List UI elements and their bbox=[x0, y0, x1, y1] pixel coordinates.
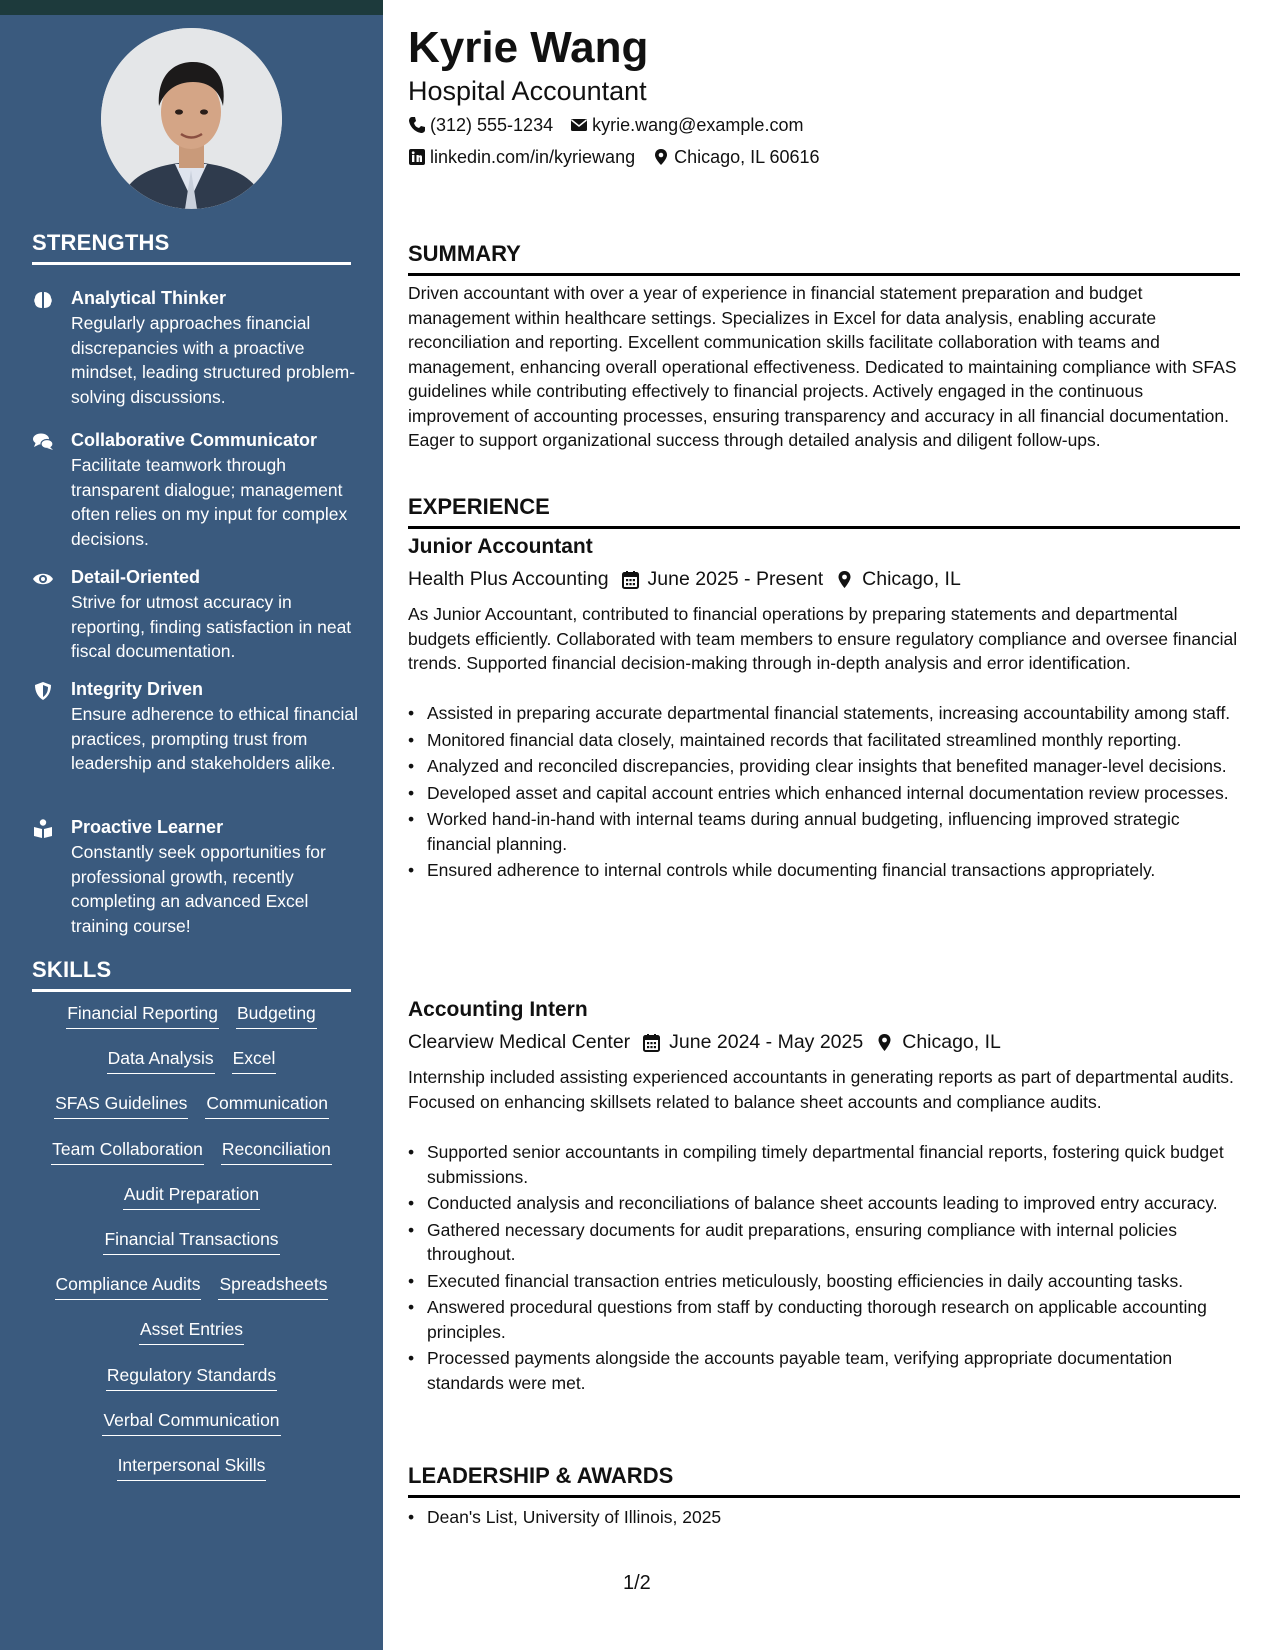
linkedin-url: linkedin.com/in/kyriewang bbox=[430, 147, 636, 167]
strength-title: Proactive Learner bbox=[71, 817, 224, 837]
skill-tag: Financial Reporting bbox=[66, 1002, 219, 1029]
list-item: • Answered procedural questions from staff by conducting thorough research on applicable accounting principles. bbox=[408, 1295, 1240, 1344]
skill-row bbox=[32, 1002, 351, 1047]
skill-tag: SFAS Guidelines bbox=[54, 1092, 188, 1119]
job-role: Accounting Intern bbox=[408, 998, 588, 1021]
list-item: • Conducted analysis and reconciliations of balance sheet accounts leading to improved entry accuracy. bbox=[408, 1191, 1240, 1216]
summary-heading: SUMMARY bbox=[408, 240, 1240, 276]
linkedin-icon bbox=[408, 148, 426, 166]
candidate-name: Kyrie Wang bbox=[408, 23, 649, 72]
skill-tag: Financial Transactions bbox=[103, 1228, 279, 1255]
job-role: Junior Accountant bbox=[408, 535, 593, 558]
phone-icon bbox=[408, 116, 426, 134]
skill-tag: Budgeting bbox=[236, 1002, 317, 1029]
list-item: • Ensured adherence to internal controls while documenting financial transactions appropriately. bbox=[408, 858, 1240, 883]
skill-tag: Verbal Communication bbox=[102, 1409, 280, 1436]
list-item: • Dean's List, University of Illinois, 2025 bbox=[408, 1505, 1240, 1530]
strength-description: Facilitate teamwork through transparent dialogue; management often relies on my input for complex decisions. bbox=[71, 455, 348, 549]
experience-heading: EXPERIENCE bbox=[408, 493, 1240, 529]
job-description: As Junior Accountant, contributed to financial operations by preparing statements and departmental budgets efficiently. Collaborated with team members to ensure regulatory compliance and oversee financial trends. Supported financial decision-making through in-depth analysis and error identification. bbox=[408, 604, 1238, 673]
job-company: Health Plus Accounting bbox=[408, 568, 609, 590]
sidebar-top-bar bbox=[0, 0, 383, 15]
strength-description: Strive for utmost accuracy in reporting, finding satisfaction in neat fiscal documentation. bbox=[71, 592, 352, 661]
job-dates: June 2024 - May 2025 bbox=[669, 1031, 864, 1053]
sidebar bbox=[0, 0, 383, 1650]
skill-tag: Interpersonal Skills bbox=[117, 1454, 267, 1481]
profile-photo bbox=[101, 28, 282, 209]
skill-row bbox=[32, 1273, 351, 1318]
list-item: • Gathered necessary documents for audit preparations, ensuring compliance with internal policies throughout. bbox=[408, 1218, 1240, 1267]
job-company: Clearview Medical Center bbox=[408, 1031, 631, 1053]
skill-tag: Asset Entries bbox=[139, 1318, 244, 1345]
contact-row bbox=[408, 113, 803, 137]
skill-tag: Communication bbox=[205, 1092, 329, 1119]
map-marker-icon bbox=[875, 1033, 894, 1052]
strength-title: Integrity Driven bbox=[71, 679, 204, 699]
list-item: • Supported senior accountants in compiling timely departmental financial reports, fostering quick budget submissions. bbox=[408, 1140, 1240, 1189]
list-item: • Assisted in preparing accurate departmental financial statements, increasing accountability among staff. bbox=[408, 701, 1240, 726]
job-meta bbox=[408, 566, 961, 592]
list-item: • Worked hand-in-hand with internal teams during annual budgeting, influencing improved strategic financial planning. bbox=[408, 807, 1240, 856]
calendar-icon bbox=[642, 1033, 661, 1052]
skill-row bbox=[32, 1183, 351, 1228]
skill-tag: Audit Preparation bbox=[123, 1183, 260, 1210]
list-item: • Monitored financial data closely, maintained records that facilitated streamlined monthly reporting. bbox=[408, 728, 1240, 753]
email-address: kyrie.wang@example.com bbox=[592, 115, 804, 135]
job-bullets bbox=[408, 1140, 1240, 1397]
job-description: Internship included assisting experienced accountants in generating reports as part of departmental audits. Focused on enhancing skillsets related to balance sheet accounts and compliance audits. bbox=[408, 1067, 1234, 1112]
page-number: 1/2 bbox=[623, 1572, 651, 1594]
comments-icon bbox=[32, 431, 54, 453]
location: Chicago, IL 60616 bbox=[674, 147, 820, 167]
list-item: • Developed asset and capital account entries which enhanced internal documentation review processes. bbox=[408, 781, 1240, 806]
skill-row bbox=[32, 1228, 351, 1273]
list-item: • Processed payments alongside the accounts payable team, verifying appropriate documentation standards were met. bbox=[408, 1346, 1240, 1395]
skill-row bbox=[32, 1138, 351, 1183]
job-location: Chicago, IL bbox=[862, 568, 961, 590]
list-item: • Executed financial transaction entries meticulously, boosting efficiencies in daily accounting tasks. bbox=[408, 1269, 1240, 1294]
strength-description: Regularly approaches financial discrepancies with a proactive mindset, leading structured problem-solving discussions. bbox=[71, 313, 356, 407]
skills-heading: SKILLS bbox=[32, 957, 351, 992]
map-marker-icon bbox=[652, 148, 670, 166]
skill-tag: Spreadsheets bbox=[218, 1273, 328, 1300]
shield-icon bbox=[32, 680, 54, 702]
eye-icon bbox=[32, 568, 54, 590]
skill-row bbox=[32, 1454, 351, 1499]
skill-tag: Reconciliation bbox=[221, 1138, 332, 1165]
awards-heading: LEADERSHIP & AWARDS bbox=[408, 1462, 1240, 1498]
skill-tag: Regulatory Standards bbox=[106, 1364, 277, 1391]
strength-description: Ensure adherence to ethical financial practices, prompting trust from leadership and stakeholders alike. bbox=[71, 704, 358, 773]
skill-row bbox=[32, 1409, 351, 1454]
map-marker-icon bbox=[835, 570, 854, 589]
skill-tag: Compliance Audits bbox=[55, 1273, 202, 1300]
job-dates: June 2025 - Present bbox=[647, 568, 824, 590]
skill-row bbox=[32, 1318, 351, 1363]
summary-text: Driven accountant with over a year of experience in financial statement preparation and budget management within healthcare settings. Specializes in Excel for data analysis, enabling accurate reconciliation and reporting. Excellent communication skills facilitate collaboration with teams and management, enhancing overall operational effectiveness. Dedicated to maintaining compliance with SFAS guidelines while contributing effectively to financial projects. Actively engaged in the continuous improvement of accounting processes, ensuring transparency and accuracy in all financial documentation. Eager to support organizational success through detailed analysis and diligent follow-ups. bbox=[408, 283, 1237, 450]
skill-tag: Team Collaboration bbox=[51, 1138, 204, 1165]
strength-title: Collaborative Communicator bbox=[71, 430, 318, 450]
job-location: Chicago, IL bbox=[902, 1031, 1001, 1053]
awards-list bbox=[408, 1505, 1240, 1532]
strength-title: Detail-Oriented bbox=[71, 567, 201, 587]
envelope-icon bbox=[570, 116, 588, 134]
list-item: • Analyzed and reconciled discrepancies, providing clear insights that benefited manager-level decisions. bbox=[408, 754, 1240, 779]
job-bullets bbox=[408, 701, 1240, 885]
skill-row bbox=[32, 1364, 351, 1409]
job-meta bbox=[408, 1029, 1001, 1055]
calendar-icon bbox=[621, 570, 640, 589]
strength-description: Constantly seek opportunities for professional growth, recently completing an advanced Excel training course! bbox=[71, 842, 326, 936]
skill-tag: Data Analysis bbox=[107, 1047, 215, 1074]
skill-row bbox=[32, 1092, 351, 1137]
profile-photo-illustration bbox=[101, 28, 282, 209]
phone-number: (312) 555-1234 bbox=[430, 115, 554, 135]
brain-icon bbox=[32, 289, 54, 311]
contact-row bbox=[408, 145, 820, 169]
skill-row bbox=[32, 1047, 351, 1092]
skill-tag: Excel bbox=[232, 1047, 277, 1074]
job-title: Hospital Accountant bbox=[408, 76, 647, 106]
strength-title: Analytical Thinker bbox=[71, 288, 227, 308]
book-reader-icon bbox=[32, 818, 54, 840]
strengths-heading: STRENGTHS bbox=[32, 230, 351, 265]
skills-list bbox=[32, 1002, 351, 1499]
